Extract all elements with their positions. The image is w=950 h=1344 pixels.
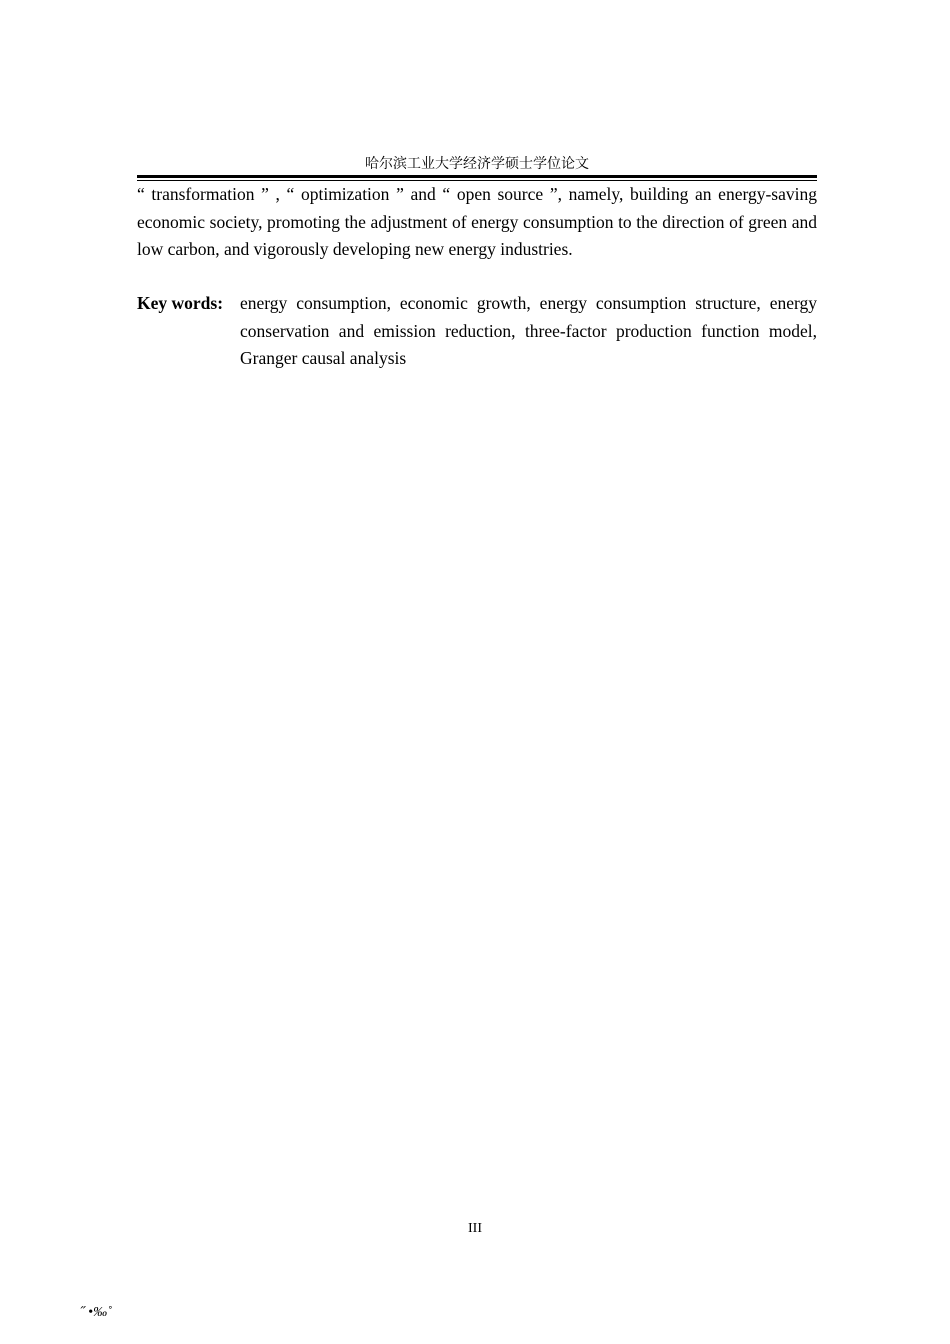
keywords-text: energy consumption, economic growth, energy consumption structure, energy conservation and emission reduction, three-factor production function model, Granger causal analysis [240,293,817,368]
header-rule-thick [137,175,817,178]
keywords-block [137,290,817,373]
running-header: 哈尔滨工业大学经济学硕士学位论文 [365,156,589,172]
abstract-paragraph: “ transformation ” , “ optimization ” and “ open source ”, namely, building an energy-saving economic society, promoting the adjustment of energy consumption to the direction of green and low carbon, and vigorously developing new energy industries. [137,184,817,259]
keywords-label: Key words: [137,293,224,313]
corner-mark: ˝ •‰˚ [80,1305,112,1320]
page-number: III [468,1221,482,1236]
